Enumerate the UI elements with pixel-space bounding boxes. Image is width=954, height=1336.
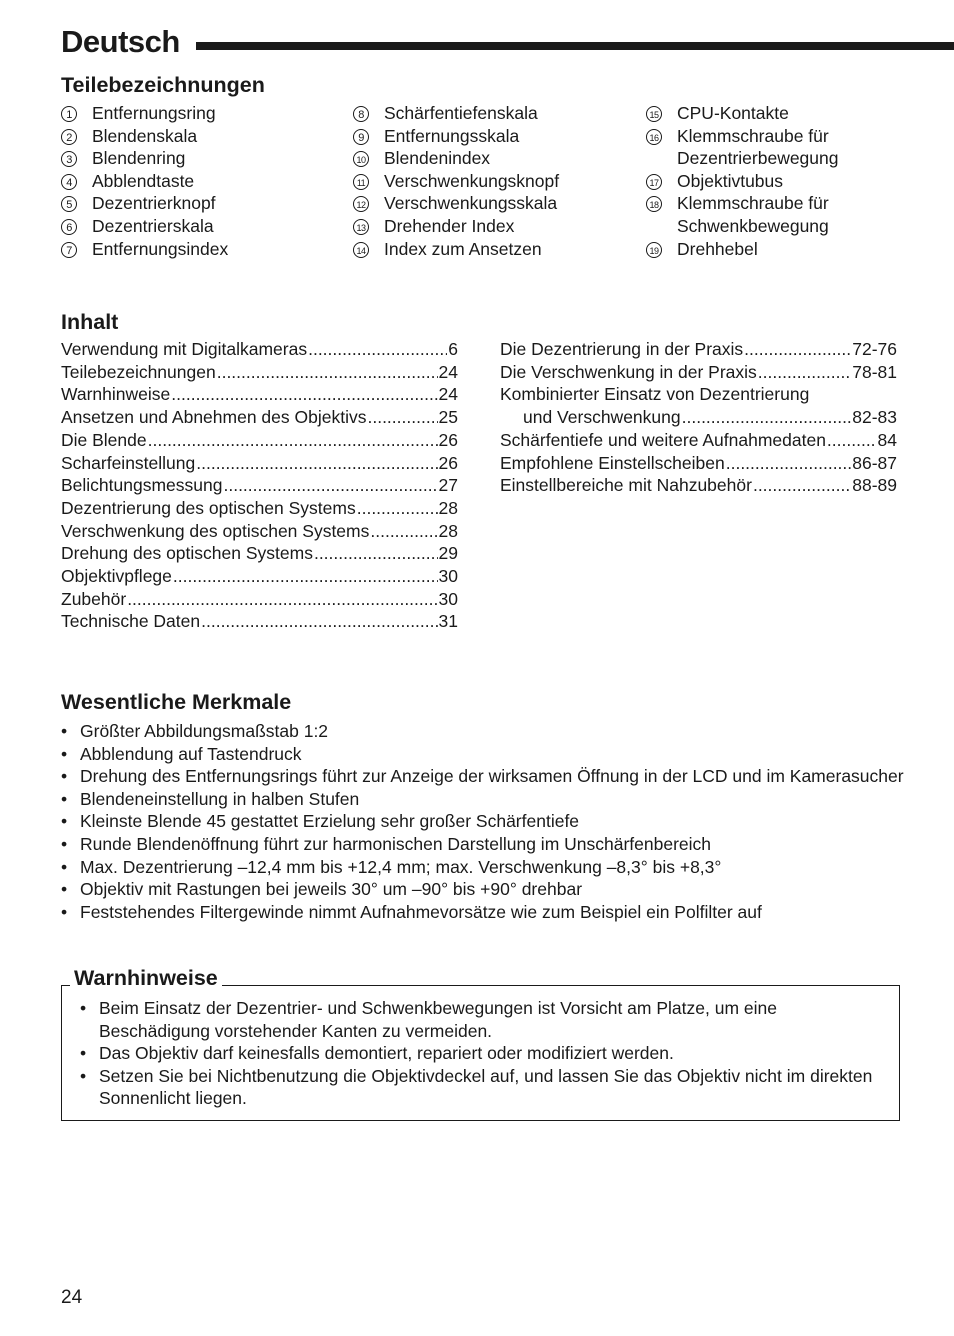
toc-entry	[500, 429, 897, 452]
part-number: 11	[353, 174, 369, 190]
toc-entry	[61, 542, 458, 565]
parts-list-col2	[353, 102, 559, 260]
toc-title: Die Verschwenkung in der Praxis	[500, 361, 757, 382]
part-number: 6	[61, 219, 77, 235]
warning-item: • Beim Einsatz der Dezentrier- und Schwenkbewegungen ist Vorsicht am Platze, um eine Beschädigung vorstehender Kanten zu vermeiden.	[80, 997, 880, 1042]
toc-title: Technische Daten	[61, 611, 201, 632]
toc-entry	[500, 361, 897, 384]
toc-title: Objektivpflege	[61, 566, 172, 587]
features-heading: Wesentliche Merkmale	[61, 690, 292, 714]
page-number: 24	[61, 1287, 83, 1308]
toc-page: 28	[438, 497, 458, 518]
part-number: 7	[61, 242, 77, 258]
part-number: 5	[61, 196, 77, 212]
part-item	[61, 147, 228, 170]
toc-page: 26	[438, 429, 458, 450]
part-item	[61, 215, 228, 238]
part-item	[353, 102, 559, 125]
part-label-cont: Dezentrierbewegung	[677, 148, 839, 169]
toc-title: Teilebezeichnungen	[61, 361, 216, 382]
toc-leader	[753, 474, 851, 497]
toc-entry	[61, 429, 458, 452]
features-list	[61, 720, 921, 923]
feature-item: • Kleinste Blende 45 gestattet Erzielung sehr großer Schärfentiefe	[61, 810, 921, 833]
part-label: Drehhebel	[677, 238, 758, 259]
toc-entry	[61, 383, 458, 406]
part-number: 16	[646, 129, 662, 145]
part-number: 9	[353, 129, 369, 145]
toc-page: 27	[438, 475, 458, 496]
parts-list-col1	[61, 102, 228, 260]
toc-leader	[758, 361, 851, 384]
part-number: 3	[61, 151, 77, 167]
parts-list-col3	[646, 102, 839, 260]
part-item	[61, 238, 228, 261]
toc-leader	[171, 383, 437, 406]
toc-title: Ansetzen und Abnehmen des Objektivs	[61, 407, 367, 428]
feature-item: • Runde Blendenöffnung führt zur harmonischen Darstellung im Unschärfenbereich	[61, 833, 921, 856]
part-label: Schärfentiefenskala	[384, 103, 538, 123]
part-label: Dezentrierknopf	[92, 193, 216, 214]
toc-page: 28	[438, 520, 458, 541]
feature-item: • Abblendung auf Tastendruck	[61, 743, 921, 766]
part-item	[353, 147, 559, 170]
feature-item: • Drehung des Entfernungsrings führt zur Anzeige der wirksamen Öffnung in der LCD und im Kamerasucher	[61, 765, 921, 788]
feature-item: • Feststehendes Filtergewinde nimmt Aufnahmevorsätze wie zum Beispiel ein Polfilter auf	[61, 901, 921, 924]
part-label: Abblendtaste	[92, 170, 195, 191]
part-number: 17	[646, 174, 662, 190]
part-label: Objektivtubus	[677, 170, 784, 191]
toc-entry	[61, 497, 458, 520]
part-number: 8	[353, 106, 369, 122]
toc-entry	[61, 361, 458, 384]
part-label: Verschwenkungsknopf	[384, 170, 560, 191]
toc-left-column	[61, 338, 458, 633]
toc-page: 86-87	[852, 452, 897, 473]
toc-page: 6	[448, 339, 458, 359]
part-label: Entfernungsskala	[384, 125, 520, 146]
toc-page: 30	[438, 588, 458, 609]
part-label: Blendenskala	[92, 125, 198, 146]
toc-title: Die Dezentrierung in der Praxis	[500, 339, 744, 359]
part-label: Entfernungsring	[92, 103, 216, 123]
toc-entry	[500, 474, 897, 497]
part-number: 1	[61, 106, 77, 122]
toc-title: Einstellbereiche mit Nahzubehör	[500, 475, 752, 496]
feature-item: • Größter Abbildungsmaßstab 1:2	[61, 720, 921, 743]
toc-leader	[308, 338, 447, 361]
page-header	[61, 22, 954, 62]
toc-entry	[500, 383, 897, 406]
toc-title: Belichtungsmessung	[61, 475, 223, 496]
toc-leader	[370, 520, 437, 543]
toc-entry	[500, 338, 897, 361]
toc-title: Kombinierter Einsatz von Dezentrierung	[500, 384, 810, 405]
toc-entry	[61, 338, 458, 361]
feature-item: • Blendeneinstellung in halben Stufen	[61, 788, 921, 811]
part-label: Drehender Index	[384, 215, 515, 236]
toc-page: 88-89	[852, 475, 897, 496]
toc-heading: Inhalt	[61, 310, 119, 334]
part-item	[353, 170, 559, 193]
toc-entry	[61, 565, 458, 588]
part-number: 13	[353, 219, 369, 235]
toc-entry	[61, 474, 458, 497]
warning-item: • Setzen Sie bei Nichtbenutzung die Objektivdeckel auf, und lassen Sie das Objektiv nicht im direkten Sonnenlicht liegen.	[80, 1065, 880, 1110]
toc-page: 30	[438, 566, 458, 587]
toc-page: 24	[438, 361, 458, 382]
toc-title: Die Blende	[61, 429, 147, 450]
toc-leader	[744, 338, 851, 361]
part-item	[353, 215, 559, 238]
part-label: Dezentrierskala	[92, 215, 214, 236]
header-rule	[196, 42, 954, 50]
toc-title: Zubehör	[61, 588, 127, 609]
part-label: Verschwenkungsskala	[384, 193, 558, 214]
part-number: 2	[61, 129, 77, 145]
part-label: Klemmschraube für	[677, 193, 829, 214]
part-label: CPU-Kontakte	[677, 103, 789, 123]
part-number: 15	[646, 106, 662, 122]
part-label-cont: Schwenkbewegung	[677, 215, 829, 236]
toc-entry	[61, 610, 458, 633]
warnings-list	[80, 997, 880, 1110]
feature-item: • Max. Dezentrierung –12,4 mm bis +12,4 mm; max. Verschwenkung –8,3° bis +8,3°	[61, 856, 921, 879]
part-item	[353, 192, 559, 215]
toc-page: 26	[438, 452, 458, 473]
toc-leader	[223, 474, 437, 497]
part-number: 4	[61, 174, 77, 190]
part-item	[646, 170, 839, 193]
toc-title: Scharfeinstellung	[61, 452, 196, 473]
language-title: Deutsch	[61, 24, 180, 59]
toc-leader	[127, 588, 437, 611]
toc-page: 82-83	[852, 407, 897, 428]
toc-leader	[148, 429, 438, 452]
part-label: Index zum Ansetzen	[384, 238, 542, 259]
part-item	[61, 170, 228, 193]
toc-page: 78-81	[852, 361, 897, 382]
part-label: Blendenindex	[384, 148, 491, 169]
toc-leader	[367, 406, 437, 429]
toc-leader	[726, 452, 852, 475]
part-item	[646, 125, 839, 170]
toc-leader	[217, 361, 438, 384]
part-number: 12	[353, 196, 369, 212]
part-item	[646, 192, 839, 237]
part-number: 19	[646, 242, 662, 258]
toc-page: 29	[438, 543, 458, 564]
toc-entry	[500, 452, 897, 475]
toc-entry	[61, 588, 458, 611]
toc-title: Verschwenkung des optischen Systems	[61, 520, 370, 541]
toc-leader	[201, 610, 437, 633]
part-label: Blendenring	[92, 148, 186, 169]
toc-leader	[196, 452, 437, 475]
part-label: Entfernungsindex	[92, 238, 229, 259]
toc-title: Dezentrierung des optischen Systems	[61, 497, 356, 518]
part-item	[646, 238, 839, 261]
toc-title: Warnhinweise	[61, 384, 171, 405]
toc-leader	[682, 406, 852, 429]
toc-page: 25	[438, 407, 458, 428]
toc-title: Empfohlene Einstellscheiben	[500, 452, 725, 473]
toc-right-column	[500, 338, 897, 497]
toc-leader	[827, 429, 877, 452]
part-item	[61, 102, 228, 125]
toc-title: Schärfentiefe und weitere Aufnahmedaten	[500, 429, 826, 450]
toc-title: und Verschwenkung	[523, 407, 681, 428]
toc-leader	[314, 542, 438, 565]
part-label: Klemmschraube für	[677, 125, 829, 146]
toc-leader	[357, 497, 438, 520]
part-item	[353, 238, 559, 261]
warnings-heading: Warnhinweise	[70, 964, 222, 992]
part-number: 18	[646, 196, 662, 212]
toc-leader	[173, 565, 438, 588]
part-item	[61, 192, 228, 215]
toc-title: Drehung des optischen Systems	[61, 543, 313, 564]
toc-entry	[61, 406, 458, 429]
toc-page: 84	[877, 429, 897, 450]
toc-entry-continued	[500, 406, 897, 429]
toc-page: 24	[438, 384, 458, 405]
toc-page: 31	[438, 611, 458, 632]
part-number: 10	[353, 151, 369, 167]
toc-entry	[61, 452, 458, 475]
toc-entry	[61, 520, 458, 543]
parts-heading: Teilebezeichnungen	[61, 73, 265, 97]
toc-title: Verwendung mit Digitalkameras	[61, 339, 308, 359]
part-number: 14	[353, 242, 369, 258]
part-item	[646, 102, 839, 125]
feature-item: • Objektiv mit Rastungen bei jeweils 30° um –90° bis +90° drehbar	[61, 878, 921, 901]
toc-page: 72-76	[852, 339, 897, 359]
part-item	[61, 125, 228, 148]
part-item	[353, 125, 559, 148]
warning-item: • Das Objektiv darf keinesfalls demontiert, repariert oder modifiziert werden.	[80, 1042, 880, 1065]
